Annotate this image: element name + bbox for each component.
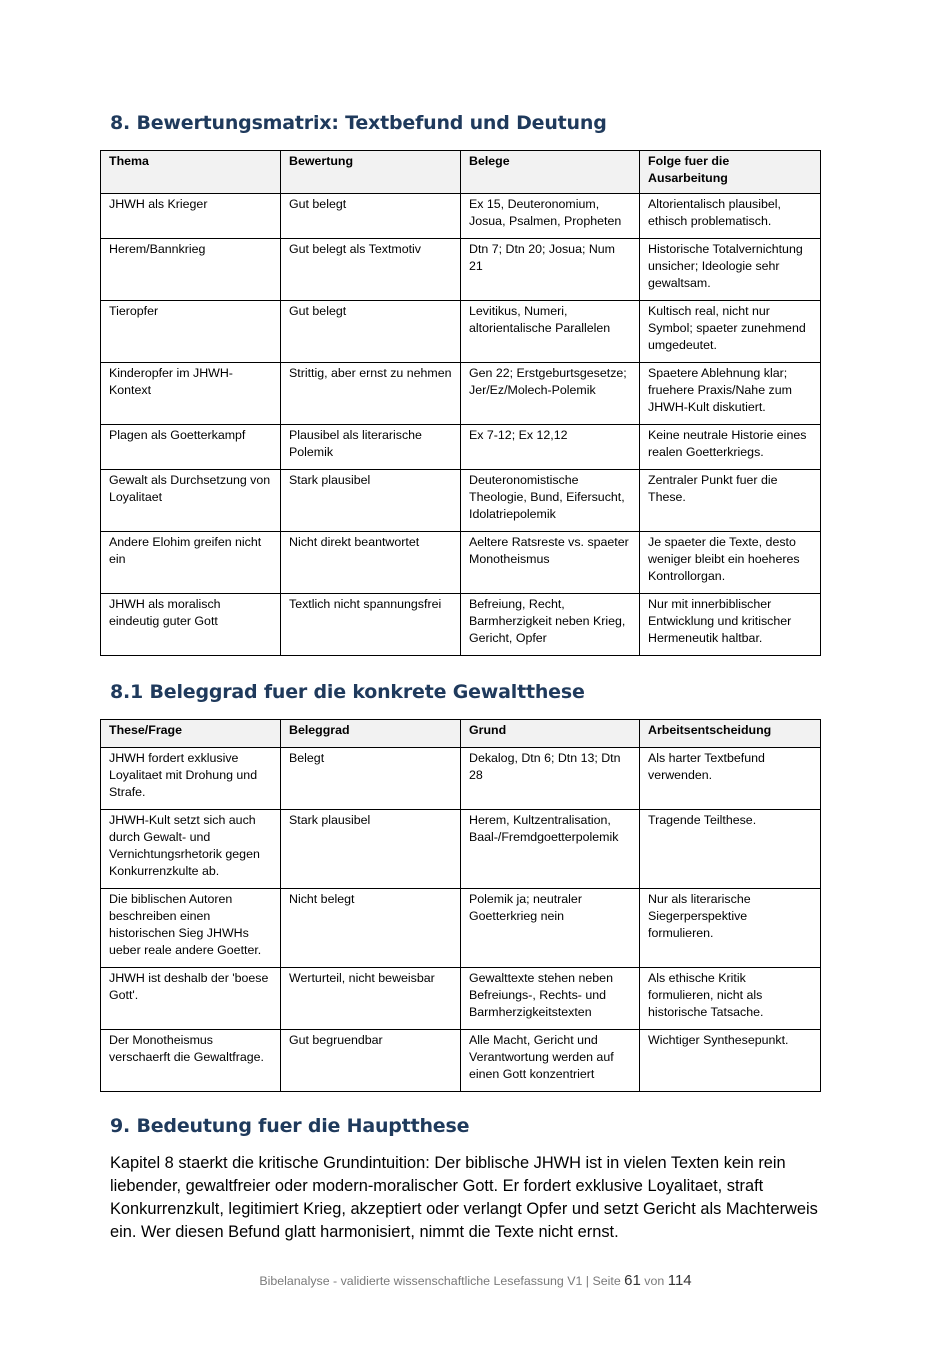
table-cell: Keine neutrale Historie eines realen Goetterkriegs. xyxy=(640,425,821,470)
table-cell: Altorientalisch plausibel, ethisch problematisch. xyxy=(640,194,821,239)
table-cell: JHWH als Krieger xyxy=(101,194,281,239)
section-heading-beleggrad: 8.1 Beleggrad fuer die konkrete Gewaltthese xyxy=(110,681,585,703)
page-footer xyxy=(0,1272,951,1289)
table-cell: Gewalttexte stehen neben Befreiungs-, Rechts- und Barmherzigkeitstexten xyxy=(461,968,640,1030)
column-header: Arbeitsentscheidung xyxy=(640,720,821,748)
table-header-row xyxy=(101,151,821,194)
table-row xyxy=(101,301,821,363)
column-header: Belege xyxy=(461,151,640,194)
table-cell: Deuteronomistische Theologie, Bund, Eifersucht, Idolatriepolemik xyxy=(461,470,640,532)
table-cell: Levitikus, Numeri, altorientalische Parallelen xyxy=(461,301,640,363)
table-row xyxy=(101,1030,821,1092)
table-cell: Gut belegt xyxy=(281,194,461,239)
table-cell: Dtn 7; Dtn 20; Josua; Num 21 xyxy=(461,239,640,301)
table-row xyxy=(101,968,821,1030)
footer-of-label: von xyxy=(640,1274,668,1288)
table-cell: Aeltere Ratsreste vs. spaeter Monotheismus xyxy=(461,532,640,594)
column-header: Grund xyxy=(461,720,640,748)
table-cell: Zentraler Punkt fuer die These. xyxy=(640,470,821,532)
table-cell: Je spaeter die Texte, desto weniger bleibt ein hoeheres Kontrollorgan. xyxy=(640,532,821,594)
table-cell: Tragende Teilthese. xyxy=(640,810,821,889)
table-cell: Spaetere Ablehnung klar; fruehere Praxis/Nahe zum JHWH-Kult diskutiert. xyxy=(640,363,821,425)
table-cell: Als harter Textbefund verwenden. xyxy=(640,748,821,810)
table-cell: Polemik ja; neutraler Goetterkrieg nein xyxy=(461,889,640,968)
table-cell: Plausibel als literarische Polemik xyxy=(281,425,461,470)
table-cell: Kinderopfer im JHWH-Kontext xyxy=(101,363,281,425)
table-cell: JHWH ist deshalb der 'boese Gott'. xyxy=(101,968,281,1030)
table-cell: Der Monotheismus verschaerft die Gewaltfrage. xyxy=(101,1030,281,1092)
table-cell: Werturteil, nicht beweisbar xyxy=(281,968,461,1030)
table-cell: Die biblischen Autoren beschreiben einen historischen Sieg JHWHs ueber reale andere Goetter. xyxy=(101,889,281,968)
table-cell: JHWH als moralisch eindeutig guter Gott xyxy=(101,594,281,656)
table-cell: Textlich nicht spannungsfrei xyxy=(281,594,461,656)
footer-document-title: Bibelanalyse - validierte wissenschaftliche Lesefassung V1 | Seite xyxy=(259,1274,625,1288)
table-cell: Wichtiger Synthesepunkt. xyxy=(640,1030,821,1092)
table-row xyxy=(101,748,821,810)
column-header: Folge fuer die Ausarbeitung xyxy=(640,151,821,194)
table-cell: Gut belegt xyxy=(281,301,461,363)
table-cell: Nicht direkt beantwortet xyxy=(281,532,461,594)
table-cell: Nicht belegt xyxy=(281,889,461,968)
section-heading-bewertungsmatrix: 8. Bewertungsmatrix: Textbefund und Deutung xyxy=(110,112,607,134)
table-cell: Dekalog, Dtn 6; Dtn 13; Dtn 28 xyxy=(461,748,640,810)
table-cell: Gen 22; Erstgeburtsgesetze; Jer/Ez/Molech-Polemik xyxy=(461,363,640,425)
table-row xyxy=(101,363,821,425)
table-cell: JHWH-Kult setzt sich auch durch Gewalt- und Vernichtungsrhetorik gegen Konkurrenzkulte ab. xyxy=(101,810,281,889)
column-header: Bewertung xyxy=(281,151,461,194)
footer-total-pages: 114 xyxy=(667,1272,692,1289)
table-cell: Gewalt als Durchsetzung von Loyalitaet xyxy=(101,470,281,532)
table-cell: Herem, Kultzentralisation, Baal-/Fremdgoetterpolemik xyxy=(461,810,640,889)
table-row xyxy=(101,889,821,968)
table-row xyxy=(101,594,821,656)
table-cell: Stark plausibel xyxy=(281,810,461,889)
column-header: Beleggrad xyxy=(281,720,461,748)
column-header: These/Frage xyxy=(101,720,281,748)
table-cell: Gut belegt als Textmotiv xyxy=(281,239,461,301)
table-cell: Andere Elohim greifen nicht ein xyxy=(101,532,281,594)
table-header-row xyxy=(101,720,821,748)
section-heading-bedeutung: 9. Bedeutung fuer die Hauptthese xyxy=(110,1115,470,1137)
table-cell: Alle Macht, Gericht und Verantwortung werden auf einen Gott konzentriert xyxy=(461,1030,640,1092)
table-cell: Plagen als Goetterkampf xyxy=(101,425,281,470)
footer-page-number: 61 xyxy=(624,1272,641,1289)
table-row xyxy=(101,532,821,594)
column-header: Thema xyxy=(101,151,281,194)
table-row xyxy=(101,810,821,889)
table-cell: Ex 7-12; Ex 12,12 xyxy=(461,425,640,470)
table-cell: Ex 15, Deuteronomium, Josua, Psalmen, Propheten xyxy=(461,194,640,239)
table-cell: Gut begruendbar xyxy=(281,1030,461,1092)
beleggrad-table xyxy=(100,719,821,1092)
table-row xyxy=(101,194,821,239)
table-cell: Als ethische Kritik formulieren, nicht als historische Tatsache. xyxy=(640,968,821,1030)
table-cell: Befreiung, Recht, Barmherzigkeit neben Krieg, Gericht, Opfer xyxy=(461,594,640,656)
body-paragraph: Kapitel 8 staerkt die kritische Grundintuition: Der biblische JHWH ist in vielen Texten kein rein liebender, gewaltfreier oder modern-moralischer Gott. Er fordert exklusive Loyalitaet, straft Konkurrenzkult, legitimiert Krieg, akzeptiert oder verlangt Opfer und setzt Gericht als Machterweis ein. Wer diesen Befund glatt harmonisiert, nimmt die Texte nicht ernst. xyxy=(110,1154,818,1241)
table-row xyxy=(101,239,821,301)
table-cell: Historische Totalvernichtung unsicher; Ideologie sehr gewaltsam. xyxy=(640,239,821,301)
table-cell: Stark plausibel xyxy=(281,470,461,532)
table-cell: Nur mit innerbiblischer Entwicklung und kritischer Hermeneutik haltbar. xyxy=(640,594,821,656)
table-cell: Herem/Bannkrieg xyxy=(101,239,281,301)
table-cell: Tieropfer xyxy=(101,301,281,363)
table-cell: Belegt xyxy=(281,748,461,810)
bewertungsmatrix-table xyxy=(100,150,821,656)
table-row xyxy=(101,470,821,532)
table-row xyxy=(101,425,821,470)
table-cell: Nur als literarische Siegerperspektive formulieren. xyxy=(640,889,821,968)
table-cell: Strittig, aber ernst zu nehmen xyxy=(281,363,461,425)
table-cell: JHWH fordert exklusive Loyalitaet mit Drohung und Strafe. xyxy=(101,748,281,810)
table-cell: Kultisch real, nicht nur Symbol; spaeter zunehmend umgedeutet. xyxy=(640,301,821,363)
